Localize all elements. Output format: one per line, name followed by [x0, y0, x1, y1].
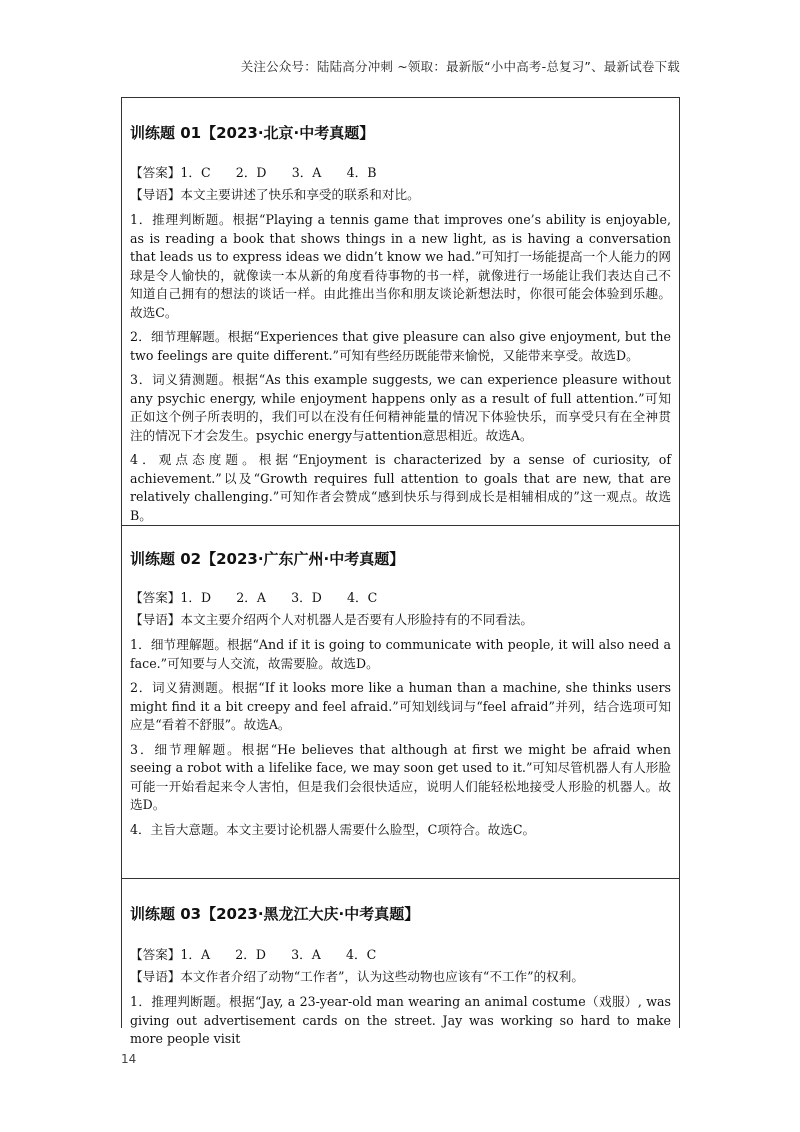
explanation-item: 1．推理判断题。根据“Jay, a 23-year-old man wearing an animal costume（戏服）, was giving out advertisement cards on the street. Jay was working so hard to make more people visit	[130, 994, 671, 1046]
answer-line: 【答案】1．C 2．D 3．A 4．B	[130, 165, 377, 180]
explanation-item: 2．细节理解题。根据“Experiences that give pleasure can also give enjoyment, but the two feelings are quite different.”可知有些经历既能带来愉悦，又能带来享受。故选D。	[130, 329, 671, 363]
explanation-item: 4．主旨大意题。本文主要讨论机器人需要什么脸型，C项符合。故选C。	[130, 821, 536, 837]
page-number: 14	[121, 1052, 137, 1066]
exercise-section-02	[122, 526, 679, 879]
explanation-item: 2．词义猜测题。根据“If it looks more like a human than a machine, she thinks users might find it a bit creepy and feel afraid.”可知划线词与“feel afraid”并列，结合选项可知应是“看着不舒服”。故选A。	[130, 680, 671, 732]
guide-line: 【导语】本文作者介绍了动物“工作者”，认为这些动物也应该有“不工作”的权利。	[130, 969, 584, 984]
section-title: 训练题 03【2023·黑龙江大庆·中考真题】	[130, 905, 420, 923]
page-header: 关注公众号：陆陆高分冲刺 ~领取：最新版“小中高考-总复习”、最新试卷下载	[240, 59, 680, 74]
section-title: 训练题 01【2023·北京·中考真题】	[130, 124, 375, 142]
explanation-item: 3．细节理解题。根据“He believes that although at first we might be afraid when seeing a robot with a lifelike face, we may soon get used to it.”可知尽管机器人有人形脸可能一开始看起来令人害怕，但是我们会很快适应，说明人们能轻松地接受人形脸的机器人。故选D。	[130, 741, 671, 812]
explanation-item: 1．细节理解题。根据“And if it is going to communicate with people, it will also need a face.”可知要与人交流，故需要脸。故选D。	[130, 637, 671, 671]
guide-line: 【导语】本文主要讲述了快乐和享受的联系和对比。	[130, 187, 420, 202]
explanation-item: 3．词义猜测题。根据“As this example suggests, we can experience pleasure without any psychic energy, while enjoyment happens only as a result of full attention.”可知正如这个例子所表明的，我们可以在没有任何精神能量的情况下体验快乐，而享受只有在全神贯注的情况下才会发生。psychic energy与attention意思相近。故选A。	[130, 372, 671, 443]
section-title: 训练题 02【2023·广东广州·中考真题】	[130, 550, 405, 568]
explanation-item: 4．观点态度题。根据“Enjoyment is characterized by a sense of curiosity, of achievement.”以及“Growth requires full attention to goals that are new, that are relatively challenging.”可知作者会赞成“感到快乐与得到成长是相辅相成的”这一观点。故选B。	[130, 452, 671, 523]
exercise-section-03	[122, 879, 679, 1046]
guide-line: 【导语】本文主要介绍两个人对机器人是否要有人形脸持有的不同看法。	[130, 612, 533, 627]
explanation-item: 1．推理判断题。根据“Playing a tennis game that improves one’s ability is enjoyable, as is reading a book that shows things in a new light, as is having a conversation that leads us to express ideas we didn’t know we had.”可知打一场能提高一个人能力的网球是令人愉快的，就像读一本从新的角度看待事物的书一样，就像进行一场能让我们表达自己不知道自己拥有的想法的谈话一样。由此推出当你和朋友谈论新想法时，你很可能会体验到乐趣。故选C。	[130, 212, 671, 320]
answer-line: 【答案】1．A 2．D 3．A 4．C	[130, 947, 377, 962]
answer-table	[121, 97, 680, 1046]
answer-line: 【答案】1．D 2．A 3．D 4．C	[130, 590, 378, 605]
exercise-section-01	[122, 98, 679, 526]
